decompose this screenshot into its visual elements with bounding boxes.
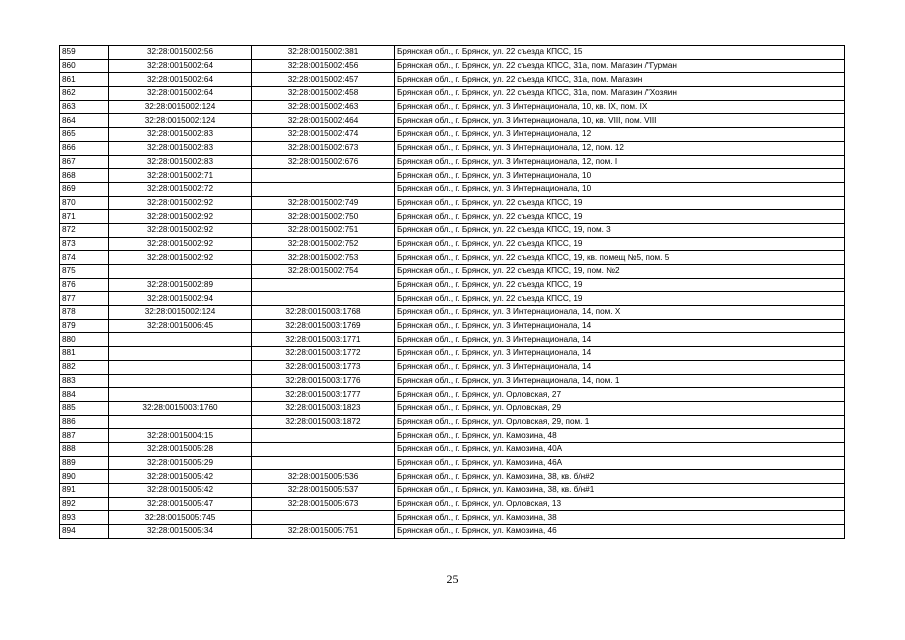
parcel-number-cell: 32:28:0015002:83 [109,128,252,142]
parcel-number-cell [109,333,252,347]
parcel-number-cell [109,360,252,374]
table-row [60,128,845,142]
parcel-number-cell [109,265,252,279]
row-number-cell: 862 [60,87,109,101]
row-number-cell: 893 [60,511,109,525]
row-number-cell: 865 [60,128,109,142]
address-cell: Брянская обл., г. Брянск, ул. 3 Интернационала, 14 [395,333,845,347]
address-cell: Брянская обл., г. Брянск, ул. Орловская, 13 [395,497,845,511]
row-number-cell: 861 [60,73,109,87]
object-number-cell: 32:28:0015002:474 [252,128,395,142]
parcel-number-cell: 32:28:0015005:29 [109,456,252,470]
parcel-number-cell: 32:28:0015002:124 [109,100,252,114]
row-number-cell: 882 [60,360,109,374]
table-row [60,497,845,511]
row-number-cell: 886 [60,415,109,429]
object-number-cell: 32:28:0015002:750 [252,210,395,224]
object-number-cell [252,278,395,292]
row-number-cell: 878 [60,306,109,320]
row-number-cell: 884 [60,388,109,402]
object-number-cell [252,169,395,183]
address-cell: Брянская обл., г. Брянск, ул. 3 Интернационала, 12, пом. I [395,155,845,169]
address-cell: Брянская обл., г. Брянск, ул. 22 съезда КПСС, 31а, пом. Магазин /"Гурман [395,59,845,73]
object-number-cell: 32:28:0015003:1769 [252,319,395,333]
object-number-cell: 32:28:0015002:752 [252,237,395,251]
parcel-number-cell: 32:28:0015002:56 [109,46,252,60]
parcel-number-cell: 32:28:0015002:64 [109,73,252,87]
table-row [60,319,845,333]
row-number-cell: 885 [60,401,109,415]
address-cell: Брянская обл., г. Брянск, ул. 3 Интернационала, 14 [395,347,845,361]
parcel-number-cell [109,415,252,429]
object-number-cell: 32:28:0015003:1777 [252,388,395,402]
object-number-cell: 32:28:0015003:1773 [252,360,395,374]
parcel-number-cell: 32:28:0015002:89 [109,278,252,292]
object-number-cell: 32:28:0015003:1772 [252,347,395,361]
table-row [60,429,845,443]
address-cell: Брянская обл., г. Брянск, ул. 3 Интернационала, 10, кв. IX, пом. IX [395,100,845,114]
row-number-cell: 891 [60,484,109,498]
address-cell: Брянская обл., г. Брянск, ул. 3 Интернационала, 12, пом. 12 [395,141,845,155]
row-number-cell: 877 [60,292,109,306]
object-number-cell: 32:28:0015002:676 [252,155,395,169]
object-number-cell: 32:28:0015005:537 [252,484,395,498]
table-row [60,278,845,292]
address-cell: Брянская обл., г. Брянск, ул. Камозина, 38 [395,511,845,525]
table-row [60,484,845,498]
object-number-cell [252,429,395,443]
address-cell: Брянская обл., г. Брянск, ул. 3 Интернационала, 10, кв. VIII, пом. VIII [395,114,845,128]
parcel-number-cell: 32:28:0015002:124 [109,306,252,320]
parcel-number-cell: 32:28:0015002:83 [109,155,252,169]
row-number-cell: 868 [60,169,109,183]
parcel-number-cell [109,388,252,402]
table-row [60,251,845,265]
parcel-number-cell: 32:28:0015002:92 [109,210,252,224]
parcel-number-cell: 32:28:0015002:83 [109,141,252,155]
row-number-cell: 883 [60,374,109,388]
address-cell: Брянская обл., г. Брянск, ул. 22 съезда КПСС, 15 [395,46,845,60]
address-cell: Брянская обл., г. Брянск, ул. 3 Интернационала, 14, пом. 1 [395,374,845,388]
object-number-cell [252,456,395,470]
row-number-cell: 881 [60,347,109,361]
object-number-cell: 32:28:0015003:1776 [252,374,395,388]
address-cell: Брянская обл., г. Брянск, ул. 22 съезда КПСС, 19 [395,292,845,306]
object-number-cell: 32:28:0015002:381 [252,46,395,60]
object-number-cell: 32:28:0015002:464 [252,114,395,128]
address-cell: Брянская обл., г. Брянск, ул. 3 Интернационала, 12 [395,128,845,142]
address-cell: Брянская обл., г. Брянск, ул. 3 Интернационала, 14, пом. X [395,306,845,320]
address-cell: Брянская обл., г. Брянск, ул. 22 съезда КПСС, 19 [395,237,845,251]
object-number-cell: 32:28:0015002:754 [252,265,395,279]
table-row [60,114,845,128]
row-number-cell: 866 [60,141,109,155]
object-number-cell: 32:28:0015002:673 [252,141,395,155]
address-cell: Брянская обл., г. Брянск, ул. Камозина, 48 [395,429,845,443]
table-row [60,456,845,470]
table-row [60,374,845,388]
table-row [60,442,845,456]
parcel-number-cell: 32:28:0015002:124 [109,114,252,128]
table-row [60,182,845,196]
table-row [60,210,845,224]
row-number-cell: 875 [60,265,109,279]
object-number-cell: 32:28:0015002:458 [252,87,395,101]
object-number-cell: 32:28:0015002:457 [252,73,395,87]
parcel-number-cell: 32:28:0015005:42 [109,470,252,484]
table-row [60,388,845,402]
address-cell: Брянская обл., г. Брянск, ул. 22 съезда КПСС, 19 [395,196,845,210]
parcel-number-cell: 32:28:0015002:64 [109,87,252,101]
parcel-number-cell: 32:28:0015004:15 [109,429,252,443]
table-row [60,525,845,539]
row-number-cell: 864 [60,114,109,128]
address-cell: Брянская обл., г. Брянск, ул. 22 съезда КПСС, 31а, пом. Магазин [395,73,845,87]
row-number-cell: 879 [60,319,109,333]
parcel-number-cell: 32:28:0015002:72 [109,182,252,196]
object-number-cell [252,292,395,306]
table-row [60,470,845,484]
address-cell: Брянская обл., г. Брянск, ул. Камозина, 38, кв. б/н#1 [395,484,845,498]
row-number-cell: 889 [60,456,109,470]
address-cell: Брянская обл., г. Брянск, ул. 3 Интернационала, 10 [395,182,845,196]
object-number-cell: 32:28:0015005:673 [252,497,395,511]
parcel-number-cell: 32:28:0015002:92 [109,251,252,265]
row-number-cell: 874 [60,251,109,265]
table-row [60,59,845,73]
parcel-number-cell: 32:28:0015005:745 [109,511,252,525]
row-number-cell: 888 [60,442,109,456]
table-row [60,141,845,155]
parcel-number-cell: 32:28:0015002:92 [109,196,252,210]
object-number-cell [252,511,395,525]
address-cell: Брянская обл., г. Брянск, ул. Орловская, 27 [395,388,845,402]
cadastral-table [59,45,845,539]
address-cell: Брянская обл., г. Брянск, ул. Орловская, 29 [395,401,845,415]
row-number-cell: 860 [60,59,109,73]
table-row [60,511,845,525]
object-number-cell: 32:28:0015003:1768 [252,306,395,320]
parcel-number-cell: 32:28:0015003:1760 [109,401,252,415]
table-row [60,360,845,374]
parcel-number-cell: 32:28:0015002:94 [109,292,252,306]
row-number-cell: 859 [60,46,109,60]
page-number: 25 [446,572,459,586]
address-cell: Брянская обл., г. Брянск, ул. 22 съезда КПСС, 19, кв. помещ №5, пом. 5 [395,251,845,265]
parcel-number-cell: 32:28:0015006:45 [109,319,252,333]
object-number-cell [252,182,395,196]
object-number-cell [252,442,395,456]
table-row [60,415,845,429]
object-number-cell: 32:28:0015002:749 [252,196,395,210]
object-number-cell: 32:28:0015003:1872 [252,415,395,429]
parcel-number-cell: 32:28:0015002:64 [109,59,252,73]
table-row [60,100,845,114]
object-number-cell: 32:28:0015003:1771 [252,333,395,347]
row-number-cell: 890 [60,470,109,484]
address-cell: Брянская обл., г. Брянск, ул. 22 съезда КПСС, 31а, пом. Магазин /"Хозяин [395,87,845,101]
table-row [60,333,845,347]
address-cell: Брянская обл., г. Брянск, ул. Камозина, 46А [395,456,845,470]
row-number-cell: 873 [60,237,109,251]
table-row [60,155,845,169]
table-row [60,169,845,183]
address-cell: Брянская обл., г. Брянск, ул. 22 съезда КПСС, 19, пом. 3 [395,223,845,237]
row-number-cell: 887 [60,429,109,443]
object-number-cell: 32:28:0015002:456 [252,59,395,73]
parcel-number-cell: 32:28:0015005:42 [109,484,252,498]
row-number-cell: 863 [60,100,109,114]
row-number-cell: 867 [60,155,109,169]
table-row [60,73,845,87]
table-row [60,196,845,210]
row-number-cell: 894 [60,525,109,539]
address-cell: Брянская обл., г. Брянск, ул. Орловская, 29, пом. 1 [395,415,845,429]
table-row [60,46,845,60]
table-row [60,347,845,361]
table-row [60,401,845,415]
table-row [60,237,845,251]
address-cell: Брянская обл., г. Брянск, ул. Камозина, 38, кв. б/н#2 [395,470,845,484]
table-row [60,306,845,320]
row-number-cell: 870 [60,196,109,210]
parcel-number-cell: 32:28:0015002:71 [109,169,252,183]
row-number-cell: 871 [60,210,109,224]
table-row [60,292,845,306]
address-cell: Брянская обл., г. Брянск, ул. 22 съезда КПСС, 19 [395,210,845,224]
table-row [60,223,845,237]
object-number-cell: 32:28:0015005:536 [252,470,395,484]
address-cell: Брянская обл., г. Брянск, ул. 22 съезда КПСС, 19, пом. №2 [395,265,845,279]
row-number-cell: 869 [60,182,109,196]
row-number-cell: 872 [60,223,109,237]
object-number-cell: 32:28:0015002:753 [252,251,395,265]
row-number-cell: 876 [60,278,109,292]
object-number-cell: 32:28:0015003:1823 [252,401,395,415]
address-cell: Брянская обл., г. Брянск, ул. 3 Интернационала, 10 [395,169,845,183]
row-number-cell: 892 [60,497,109,511]
parcel-number-cell [109,347,252,361]
address-cell: Брянская обл., г. Брянск, ул. 3 Интернационала, 14 [395,319,845,333]
table-row [60,87,845,101]
row-number-cell: 880 [60,333,109,347]
address-cell: Брянская обл., г. Брянск, ул. 22 съезда КПСС, 19 [395,278,845,292]
object-number-cell: 32:28:0015002:751 [252,223,395,237]
object-number-cell: 32:28:0015005:751 [252,525,395,539]
address-cell: Брянская обл., г. Брянск, ул. Камозина, 46 [395,525,845,539]
object-number-cell: 32:28:0015002:463 [252,100,395,114]
parcel-number-cell: 32:28:0015005:28 [109,442,252,456]
address-cell: Брянская обл., г. Брянск, ул. 3 Интернационала, 14 [395,360,845,374]
address-cell: Брянская обл., г. Брянск, ул. Камозина, 40А [395,442,845,456]
table-row [60,265,845,279]
parcel-number-cell [109,374,252,388]
parcel-number-cell: 32:28:0015005:47 [109,497,252,511]
parcel-number-cell: 32:28:0015005:34 [109,525,252,539]
parcel-number-cell: 32:28:0015002:92 [109,237,252,251]
table-body [60,46,845,539]
parcel-number-cell: 32:28:0015002:92 [109,223,252,237]
